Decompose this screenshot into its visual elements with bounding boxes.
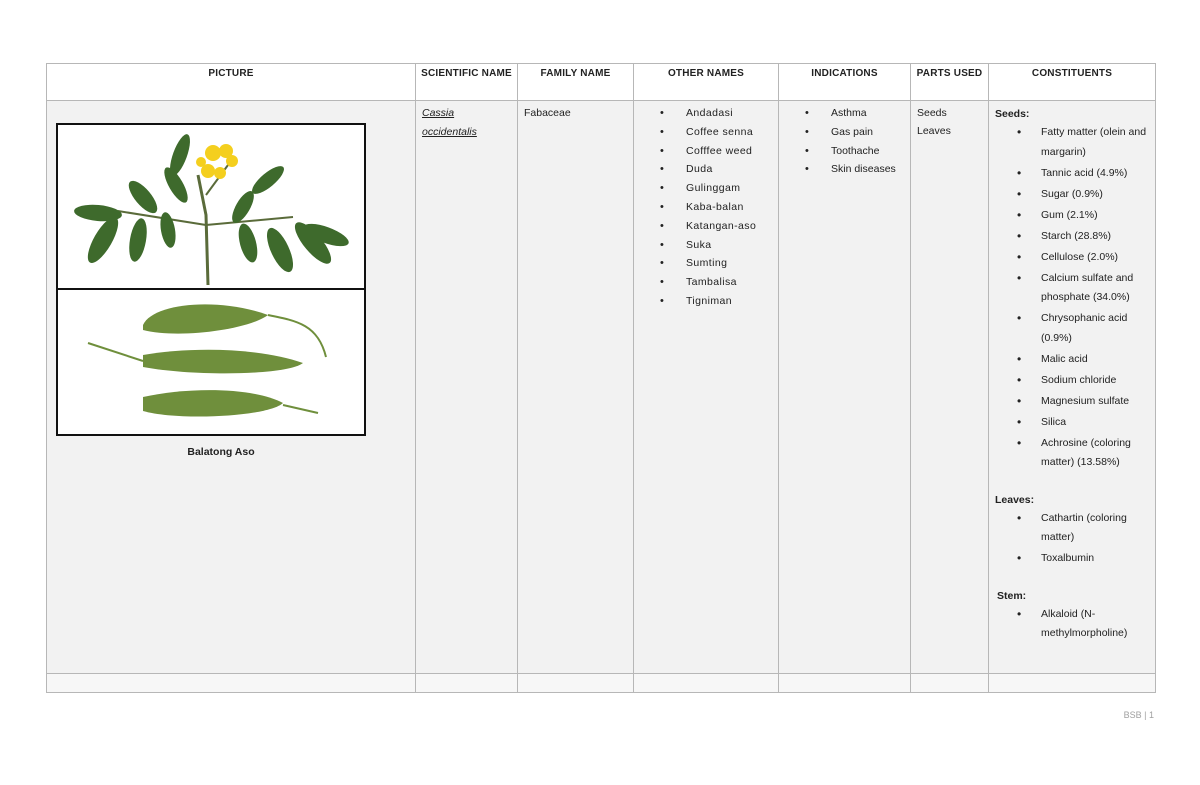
list-item: • Suka [660, 236, 778, 255]
empty-cell [416, 674, 518, 693]
list-item: • Magnesium sulfate [1041, 392, 1155, 412]
header-other-names: OTHER NAMES [634, 64, 779, 101]
list-item: • Starch (28.8%) [1041, 227, 1155, 247]
scientific-name-cell [416, 101, 518, 674]
empty-cell [779, 674, 911, 693]
list-item: • Toxalbumin [1041, 549, 1155, 569]
indications-list [779, 104, 910, 179]
other-names-list [634, 104, 778, 311]
parts-used-item: Seeds [917, 107, 947, 119]
list-item: • Cathartin (coloring matter) [1041, 509, 1155, 548]
list-item: • Sumting [660, 254, 778, 273]
header-indications: INDICATIONS [779, 64, 911, 101]
list-item: • Tannic acid (4.9%) [1041, 164, 1155, 184]
stem-heading: Stem: [997, 589, 1027, 602]
other-names-cell [634, 101, 779, 674]
indications-cell [779, 101, 911, 674]
list-item: • Silica [1041, 413, 1155, 433]
leaves-constituents-list [995, 509, 1155, 569]
family-name: Fabaceae [524, 107, 571, 119]
list-item: • Tigniman [660, 292, 778, 311]
list-item: • Sodium chloride [1041, 371, 1155, 391]
parts-used-item: Leaves [917, 125, 951, 137]
table-row [47, 101, 1156, 674]
family-name-cell [518, 101, 634, 674]
empty-cell [518, 674, 634, 693]
list-item: • Andadasi [660, 104, 778, 123]
list-item: • Fatty matter (olein and margarin) [1041, 123, 1155, 162]
list-item: • Duda [660, 160, 778, 179]
list-item: • Kaba-balan [660, 198, 778, 217]
list-item: • Toothache [805, 142, 910, 161]
picture-cell [47, 101, 416, 674]
header-family-name: FAMILY NAME [518, 64, 634, 101]
scientific-name-species: occidentalis [422, 126, 477, 138]
header-row [47, 64, 1156, 101]
list-item: • Calcium sulfate and phosphate (34.0%) [1041, 269, 1155, 308]
list-item: • Gulinggam [660, 179, 778, 198]
list-item: • Coffee senna [660, 123, 778, 142]
parts-used-cell [911, 101, 989, 674]
image-divider [58, 288, 364, 290]
empty-table-row [47, 674, 1156, 693]
list-item: • Gum (2.1%) [1041, 206, 1155, 226]
header-picture: PICTURE [47, 64, 416, 101]
scientific-name-genus: Cassia [422, 107, 455, 119]
list-item: • Tambalisa [660, 273, 778, 292]
list-item: • Malic acid [1041, 350, 1155, 370]
leaves-heading: Leaves: [995, 493, 1035, 506]
page-footer: BSB | 1 [1123, 710, 1154, 720]
list-item: • Cellulose (2.0%) [1041, 248, 1155, 268]
list-item: • Sugar (0.9%) [1041, 185, 1155, 205]
list-item: • Katangan-aso [660, 217, 778, 236]
list-item: • Gas pain [805, 123, 910, 142]
plant-illustration [58, 125, 364, 434]
stem-constituents-list [995, 605, 1155, 644]
list-item: • Asthma [805, 104, 910, 123]
plant-image [56, 123, 366, 436]
empty-cell [911, 674, 989, 693]
list-item: • Achrosine (coloring matter) (13.58%) [1041, 434, 1155, 473]
list-item: • Skin diseases [805, 160, 910, 179]
list-item: • Alkaloid (N-methylmorpholine) [1041, 605, 1155, 644]
list-item: • Chrysophanic acid (0.9%) [1041, 309, 1155, 348]
list-item: • Cofffee weed [660, 142, 778, 161]
constituents-cell [989, 101, 1156, 674]
picture-caption: Balatong Aso [187, 446, 255, 458]
empty-cell [47, 674, 416, 693]
header-constituents: CONSTITUENTS [989, 64, 1156, 101]
herbal-table [46, 63, 1156, 693]
header-parts-used: PARTS USED [911, 64, 989, 101]
seeds-heading: Seeds: [995, 108, 1030, 120]
empty-cell [634, 674, 779, 693]
seeds-constituents-list [995, 123, 1155, 473]
empty-cell [989, 674, 1156, 693]
header-scientific-name: SCIENTIFIC NAME [416, 64, 518, 101]
